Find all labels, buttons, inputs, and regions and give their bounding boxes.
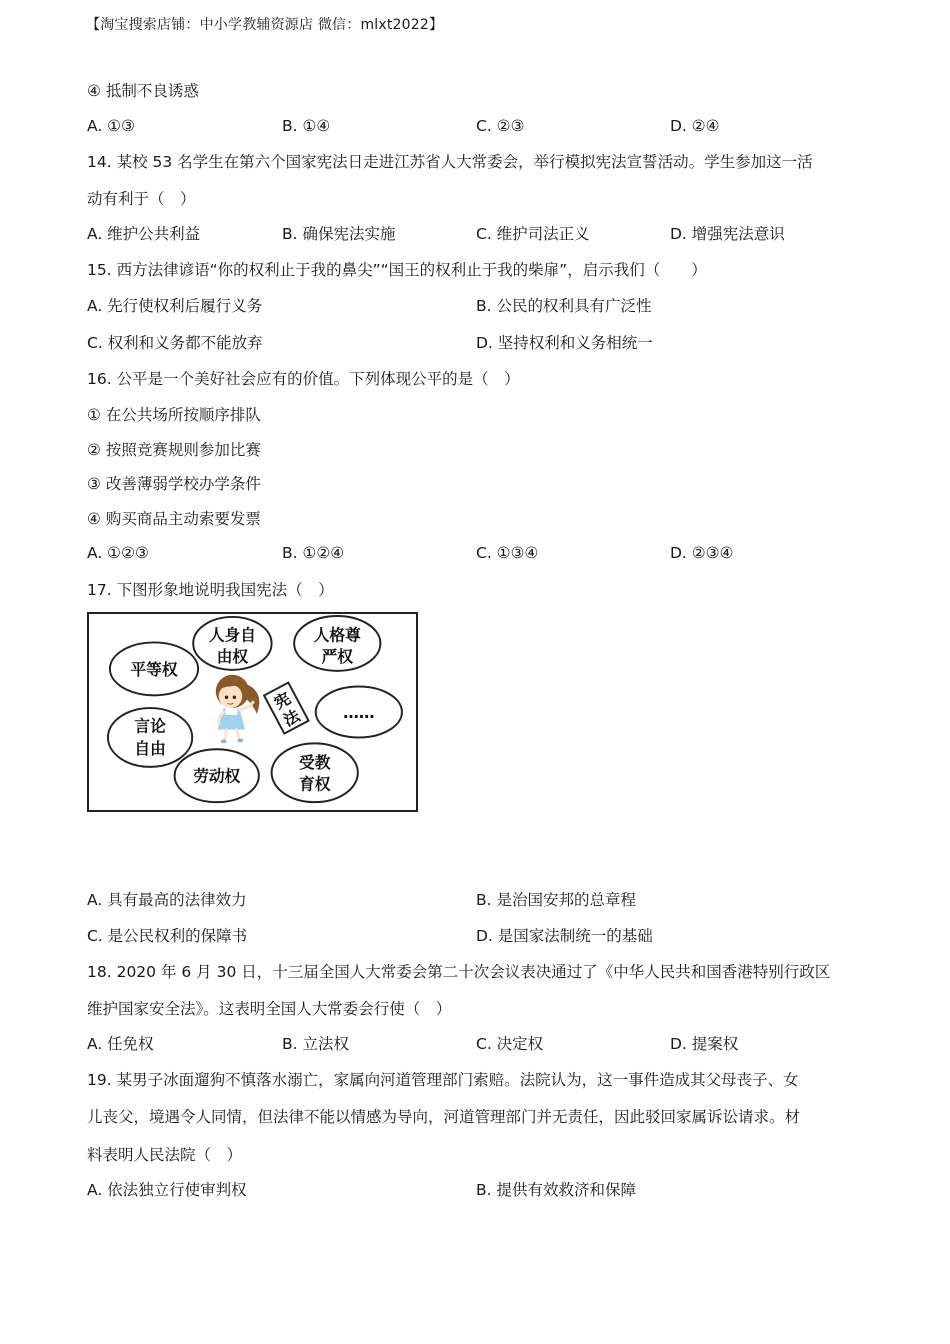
q16-item-3: ③ 改善薄弱学校办学条件 <box>87 475 261 493</box>
bubble-text: 育权 <box>299 774 331 794</box>
q14-stem-line1: 14. 某校 53 名学生在第六个国家宪法日走进江苏省人大常委会，举行模拟宪法宣誓活动。学生参加这一活 <box>87 153 813 171</box>
q15-option-a: A. 先行使权利后履行义务 <box>87 297 263 315</box>
q16-option-c: C. ①③④ <box>476 544 539 562</box>
bubble-text: 人身自 <box>208 625 256 645</box>
page-header: 【淘宝搜索店铺：中小学教辅资源店 微信：mlxt2022】 <box>86 17 444 33</box>
bubble-text: 严权 <box>321 647 353 667</box>
bubble-text: 人格尊 <box>313 625 361 645</box>
sign-char: 宪 <box>270 688 294 713</box>
q17-option-a: A. 具有最高的法律效力 <box>87 891 247 909</box>
q16-item-2: ② 按照竞赛规则参加比赛 <box>87 441 261 459</box>
bubble-text: 劳动权 <box>193 766 241 786</box>
q17-option-b: B. 是治国安邦的总章程 <box>476 891 636 909</box>
q19-stem-line3: 料表明人民法院（ ） <box>87 1146 243 1164</box>
q13-option-a: A. ①③ <box>87 117 135 135</box>
q14-option-d: D. 增强宪法意识 <box>670 225 785 243</box>
bubble-text: 受教 <box>299 752 331 772</box>
q19-stem-line1: 19. 某男子冰面遛狗不慎落水溺亡，家属向河道管理部门索赔。法院认为，这一事件造成其父母丧子、女 <box>87 1071 799 1089</box>
q15-option-d: D. 坚持权利和义务相统一 <box>476 334 653 352</box>
bubble-text: 平等权 <box>130 659 178 679</box>
q13-option-c: C. ②③ <box>476 117 525 135</box>
bubble-personal-dignity <box>294 616 380 671</box>
bubble-text: …… <box>343 702 375 722</box>
q18-option-d: D. 提案权 <box>670 1035 739 1053</box>
q15-option-c: C. 权利和义务都不能放弃 <box>87 334 263 352</box>
q17-stem: 17. 下图形象地说明我国宪法（ ） <box>87 581 334 599</box>
constitution-rights-figure <box>87 612 418 812</box>
q15-stem: 15. 西方法律谚语“你的权利止于我的鼻尖”“国王的权利止于我的柴扉”，启示我们（ ） <box>87 261 707 279</box>
q14-option-b: B. 确保宪法实施 <box>282 225 396 243</box>
q17-option-c: C. 是公民权利的保障书 <box>87 927 248 945</box>
q19-stem-line2: 儿丧父，境遇令人同情，但法律不能以情感为导向，河道管理部门并无责任，因此驳回家属诉讼请求。材 <box>87 1108 801 1126</box>
bubble-text: 由权 <box>216 647 249 667</box>
bubble-labor <box>175 749 259 802</box>
bubble-education <box>272 743 358 802</box>
q14-option-a: A. 维护公共利益 <box>87 225 201 243</box>
q16-option-d: D. ②③④ <box>670 544 734 562</box>
q19-option-b: B. 提供有效救济和保障 <box>476 1181 636 1199</box>
bubble-equality <box>110 642 198 695</box>
q13-option-b: B. ①④ <box>282 117 331 135</box>
q17-option-d: D. 是国家法制统一的基础 <box>476 927 653 945</box>
constitution-sign <box>264 683 308 734</box>
bubble-free-speech <box>108 708 192 767</box>
q13-item-4: ④ 抵制不良诱惑 <box>87 82 199 100</box>
q16-stem: 16. 公平是一个美好社会应有的价值。下列体现公平的是（ ） <box>87 370 520 388</box>
q13-option-d: D. ②④ <box>670 117 720 135</box>
bubble-text: 自由 <box>134 739 166 759</box>
bubble-more <box>316 687 402 738</box>
q18-option-c: C. 决定权 <box>476 1035 544 1053</box>
q16-item-1: ① 在公共场所按顺序排队 <box>87 406 261 424</box>
q19-option-a: A. 依法独立行使审判权 <box>87 1181 247 1199</box>
q16-option-a: A. ①②③ <box>87 544 149 562</box>
girl-illustration <box>216 675 260 744</box>
sign-char: 法 <box>280 705 303 731</box>
q18-stem-line1: 18. 2020 年 6 月 30 日，十三届全国人大常委会第二十次会议表决通过了《中华人民共和国香港特别行政区 <box>87 963 831 981</box>
q18-stem-line2: 维护国家安全法》。这表明全国人大常委会行使（ ） <box>87 1000 452 1018</box>
q18-option-b: B. 立法权 <box>282 1035 349 1053</box>
q15-option-b: B. 公民的权利具有广泛性 <box>476 297 652 315</box>
q14-option-c: C. 维护司法正义 <box>476 225 590 243</box>
q16-item-4: ④ 购买商品主动索要发票 <box>87 510 261 528</box>
q18-option-a: A. 任免权 <box>87 1035 154 1053</box>
q14-stem-line2: 动有利于（ ） <box>87 190 196 208</box>
bubble-text: 言论 <box>134 716 166 736</box>
bubble-personal-freedom <box>193 617 271 670</box>
q16-option-b: B. ①②④ <box>282 544 345 562</box>
